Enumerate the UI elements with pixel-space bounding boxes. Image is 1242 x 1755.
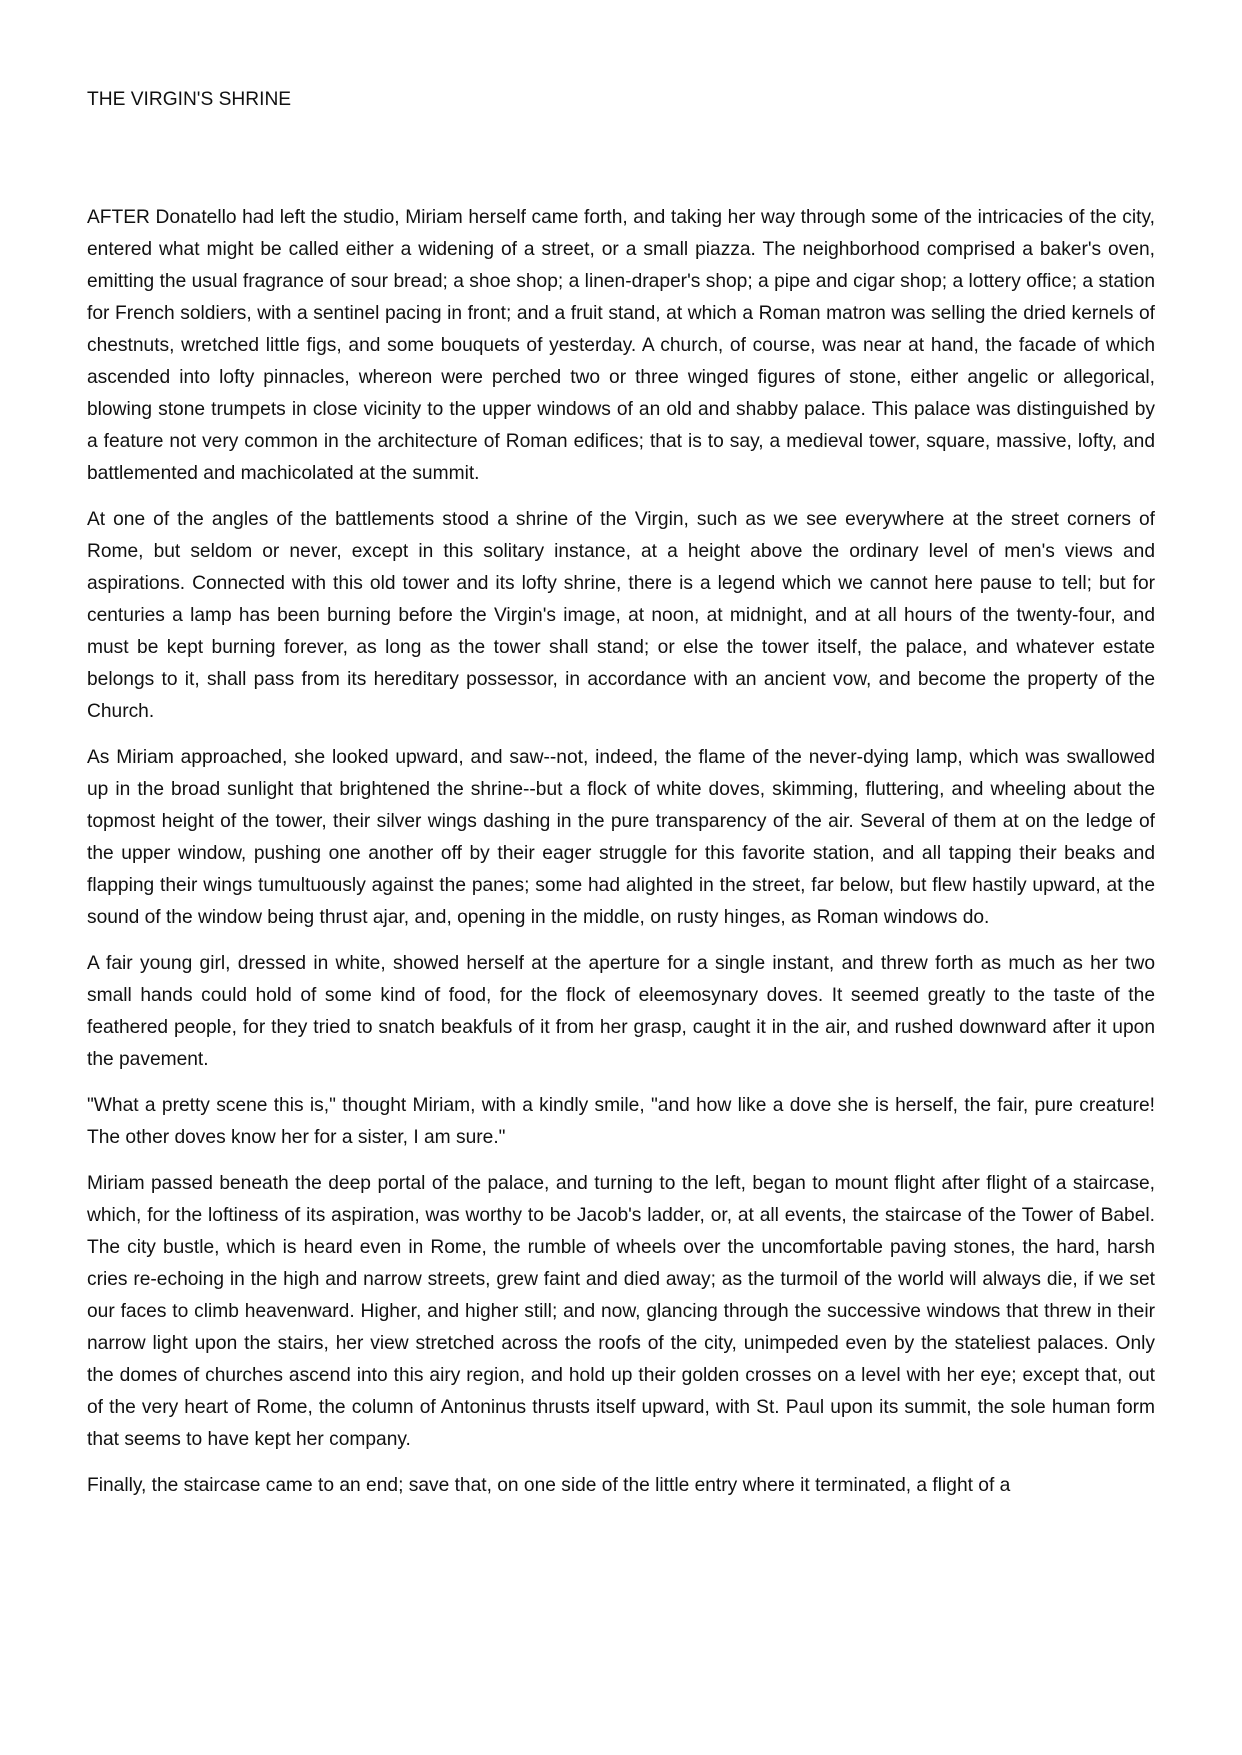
paragraph: AFTER Donatello had left the studio, Miriam herself came forth, and taking her way through some of the intricacies of the city, entered what might be called either a widening of a street, or a small piazza. The neighborhood comprised a baker's oven, emitting the usual fragrance of sour bread; a shoe shop; a linen-draper's shop; a pipe and cigar shop; a lottery office; a station for French soldiers, with a sentinel pacing in front; and a fruit stand, at which a Roman matron was selling the dried kernels of chestnuts, wretched little figs, and some bouquets of yesterday. A church, of course, was near at hand, the facade of which ascended into lofty pinnacles, whereon were perched two or three winged figures of stone, either angelic or allegorical, blowing stone trumpets in close vicinity to the upper windows of an old and shabby palace. This palace was distinguished by a feature not very common in the architecture of Roman edifices; that is to say, a medieval tower, square, massive, lofty, and battlemented and machicolated at the summit. bbox=[87, 207, 1155, 484]
chapter-body bbox=[87, 202, 1155, 1502]
chapter-title: THE VIRGIN'S SHRINE bbox=[87, 89, 292, 110]
paragraph: Finally, the staircase came to an end; save that, on one side of the little entry where it terminated, a flight of a bbox=[87, 1475, 1011, 1496]
paragraph: "What a pretty scene this is," thought Miriam, with a kindly smile, "and how like a dove she is herself, the fair, pure creature! The other doves know her for a sister, I am sure." bbox=[87, 1095, 1155, 1148]
paragraph: A fair young girl, dressed in white, showed herself at the aperture for a single instant, and threw forth as much as her two small hands could hold of some kind of food, for the flock of eleemosynary doves. It seemed greatly to the taste of the feathered people, for they tried to snatch beakfuls of it from her grasp, caught it in the air, and rushed downward after it upon the pavement. bbox=[87, 953, 1155, 1070]
paragraph: As Miriam approached, she looked upward, and saw--not, indeed, the flame of the never-dying lamp, which was swallowed up in the broad sunlight that brightened the shrine--but a flock of white doves, skimming, fluttering, and wheeling about the topmost height of the tower, their silver wings dashing in the pure transparency of the air. Several of them at on the ledge of the upper window, pushing one another off by their eager struggle for this favorite station, and all tapping their beaks and flapping their wings tumultuously against the panes; some had alighted in the street, far below, but flew hastily upward, at the sound of the window being thrust ajar, and, opening in the middle, on rusty hinges, as Roman windows do. bbox=[87, 747, 1155, 928]
paragraph: At one of the angles of the battlements stood a shrine of the Virgin, such as we see everywhere at the street corners of Rome, but seldom or never, except in this solitary instance, at a height above the ordinary level of men's views and aspirations. Connected with this old tower and its lofty shrine, there is a legend which we cannot here pause to tell; but for centuries a lamp has been burning before the Virgin's image, at noon, at midnight, and at all hours of the twenty-four, and must be kept burning forever, as long as the tower shall stand; or else the tower itself, the palace, and whatever estate belongs to it, shall pass from its hereditary possessor, in accordance with an ancient vow, and become the property of the Church. bbox=[87, 509, 1155, 722]
document-page bbox=[87, 84, 1155, 1516]
paragraph: Miriam passed beneath the deep portal of the palace, and turning to the left, began to mount flight after flight of a staircase, which, for the loftiness of its aspiration, was worthy to be Jacob's ladder, or, at all events, the staircase of the Tower of Babel. The city bustle, which is heard even in Rome, the rumble of wheels over the uncomfortable paving stones, the hard, harsh cries re-echoing in the high and narrow streets, grew faint and died away; as the turmoil of the world will always die, if we set our faces to climb heavenward. Higher, and higher still; and now, glancing through the successive windows that threw in their narrow light upon the stairs, her view stretched across the roofs of the city, unimpeded even by the stateliest palaces. Only the domes of churches ascend into this airy region, and hold up their golden crosses on a level with her eye; except that, out of the very heart of Rome, the column of Antoninus thrusts itself upward, with St. Paul upon its summit, the sole human form that seems to have kept her company. bbox=[87, 1173, 1155, 1450]
